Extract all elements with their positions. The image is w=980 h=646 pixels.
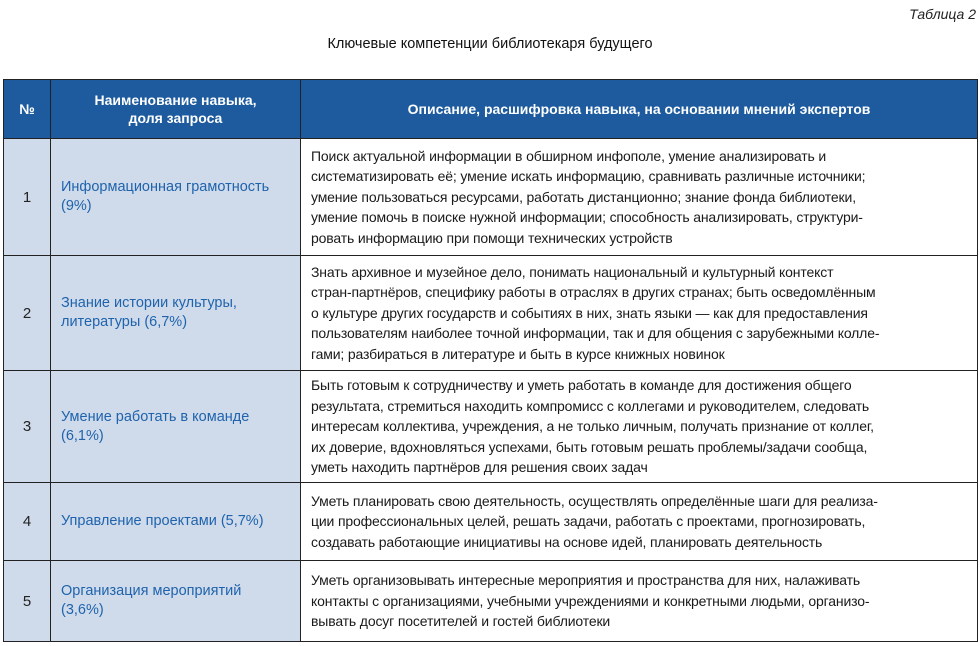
row-number: 4 [4, 483, 51, 561]
row-number: 2 [4, 256, 51, 371]
description-line: Уметь организовывать интересные мероприятия и пространства для них, налаживать [311, 572, 861, 589]
skill-line: Знание истории культуры, [61, 295, 237, 311]
skill-line: Организация мероприятий [61, 583, 242, 599]
skill-description [301, 256, 978, 371]
skill-line: Информационная грамотность [61, 179, 270, 195]
skill-name [51, 371, 301, 483]
table-row [4, 139, 978, 256]
header-skill-line: Наименование навыка, [94, 92, 257, 108]
description-line: Поиск актуальной информации в обширном инфополе, умение анализировать и [311, 147, 827, 164]
row-number: 5 [4, 561, 51, 642]
table-row [4, 371, 978, 483]
row-number: 3 [4, 371, 51, 483]
skill-line: (3,6%) [61, 602, 104, 618]
skill-line: Умение работать в команде [61, 408, 250, 425]
skill-name [51, 139, 301, 256]
description-line: Быть готовым к сотрудничеству и уметь работать в команде для достижения общего [311, 377, 852, 394]
table-row [4, 483, 978, 561]
description-line: вывать досуг посетителей и гостей библиотеки [311, 613, 611, 630]
description-line: контакты с организациями, учебными учреждениями и конкретными людьми, организо- [311, 592, 870, 609]
table-row [4, 256, 978, 371]
table-label: Таблица 2 [909, 6, 976, 22]
skill-line: (6,1%) [61, 427, 104, 444]
description-line: Знать архивное и музейное дело, понимать национальный и культурный контекст [311, 263, 834, 280]
skill-description [301, 139, 978, 256]
skill-name [51, 256, 301, 371]
skill-description [301, 483, 978, 561]
description-line: о культуре других государств и событиях в них, знать языки — как для предоставления [311, 304, 868, 321]
table-title: Ключевые компетенции библиотекаря будущего [327, 36, 653, 52]
header-skill-line: доля запроса [128, 110, 223, 126]
description-line: пользователям наиболее точной информации, так и для общения с зарубежными колле- [311, 325, 880, 342]
skill-line: литературы (6,7%) [61, 314, 188, 330]
description-line: систематизировать её; умение искать информацию, сравнивать различные источники; [311, 168, 866, 185]
header-num: № [4, 80, 51, 139]
header-description: Описание, расшифровка навыка, на основании мнений экспертов [301, 80, 978, 139]
description-line: умение пользоваться ресурсами, работать дистанционно; знание фонда библиотеки, [311, 188, 856, 205]
description-line: результата, стремиться находить компромисс с коллегами и руководителем, следовать [311, 397, 870, 414]
skill-description [301, 371, 978, 483]
description-line: гами; разбираться в литературе и быть в курсе книжных новинок [311, 345, 725, 362]
header-skill [51, 80, 301, 139]
skill-line: Управление проектами (5,7%) [61, 513, 264, 529]
description-line: создавать работающие инициативы на основе идей, планировать деятельность [311, 533, 823, 550]
competencies-table [3, 79, 978, 642]
skill-description [301, 561, 978, 642]
header-row [4, 80, 978, 139]
description-line: ровать информацию при помощи технических устройств [311, 229, 673, 246]
table-row [4, 561, 978, 642]
description-line: их доверие, вдохновляться успехами, быть готовым решать проблемы/задачи сообща, [311, 438, 868, 455]
skill-name [51, 561, 301, 642]
description-line: стран-партнёров, специфику работы в отраслях в других странах; быть осведомлённым [311, 284, 876, 301]
description-line: интересам коллектива, учреждения, а не только личным, получать признание от коллег, [311, 418, 874, 435]
description-line: умение помочь в поиске нужной информации; способность анализировать, структури- [311, 209, 863, 226]
skill-line: (9%) [61, 198, 92, 214]
description-line: ции профессиональных целей, решать задачи, работать с проектами, прогнозировать, [311, 513, 866, 530]
skill-name [51, 483, 301, 561]
row-number: 1 [4, 139, 51, 256]
description-line: уметь находить партнёров для решения своих задач [311, 459, 648, 476]
description-line: Уметь планировать свою деятельность, осуществлять определённые шаги для реализа- [311, 492, 878, 509]
